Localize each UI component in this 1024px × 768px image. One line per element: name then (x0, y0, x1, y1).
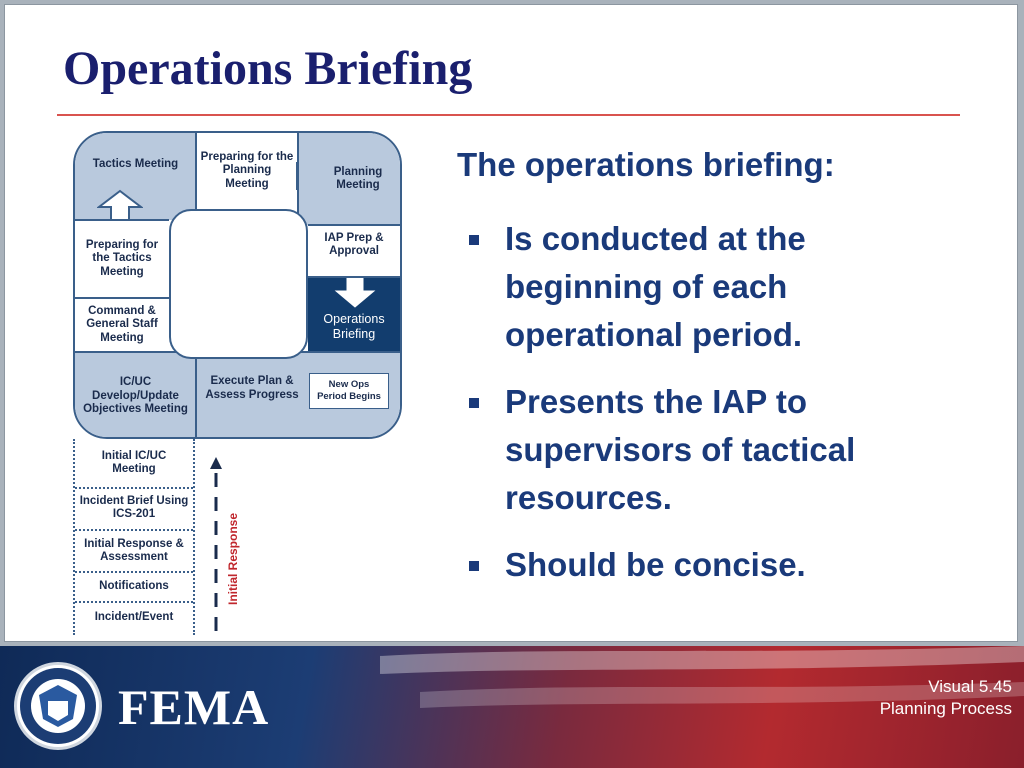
page-title: Operations Briefing (63, 42, 473, 95)
initial-response-vertical-label: Initial Response (226, 512, 240, 605)
divider (308, 224, 400, 226)
fema-logo: FEMA (118, 679, 270, 735)
bullet-square-icon (469, 561, 479, 571)
initial-response-stack (73, 439, 195, 635)
planning-meeting-cell (298, 133, 400, 225)
initial-icuc-cell (75, 441, 193, 485)
down-arrow-icon (334, 277, 376, 309)
notifications-cell (75, 573, 193, 601)
divider (75, 297, 169, 299)
notifications-label: Notifications (99, 580, 169, 593)
slide-reference (880, 676, 1012, 720)
initial-response-box-label: Initial Response & Assessment (84, 537, 184, 563)
planning-meeting-label: Planning Meeting (333, 165, 383, 191)
new-ops-period-label: New Ops Period Begins (317, 379, 381, 402)
initial-response-cell (75, 531, 193, 571)
incident-brief-cell (75, 489, 193, 527)
divider (195, 359, 197, 439)
divider (308, 276, 400, 278)
preparing-tactics-cell (75, 220, 169, 298)
bullet-item (467, 541, 947, 589)
incident-event-label: Incident/Event (94, 611, 174, 624)
footer-banner (0, 646, 1024, 768)
planning-cycle-diagram (73, 131, 402, 439)
preparing-planning-cell (196, 133, 298, 209)
bullet-square-icon (469, 235, 479, 245)
bullet-text: Is conducted at the beginning of each operational period. (505, 220, 806, 353)
up-arrow-icon (97, 189, 143, 223)
preparing-tactics-label: Preparing for the Tactics Meeting (85, 238, 159, 278)
bullet-list (467, 215, 947, 608)
dhs-seal-icon (14, 662, 102, 750)
icuc-objectives-cell (75, 352, 196, 439)
bullet-square-icon (469, 398, 479, 408)
bullet-text: Presents the IAP to supervisors of tactical resources. (505, 383, 856, 516)
initial-response-arrow-icon (208, 457, 224, 633)
slide (4, 4, 1018, 642)
preparing-planning-label: Preparing for the Planning Meeting (200, 150, 294, 190)
iap-prep-cell (308, 225, 400, 277)
command-general-label: Command & General Staff Meeting (86, 304, 158, 344)
intro-text: The operations briefing: (457, 146, 835, 183)
bullet-item (467, 215, 947, 359)
incident-event-cell (75, 603, 193, 633)
operations-briefing-label: Operations Briefing (323, 311, 385, 341)
command-general-cell (75, 298, 169, 352)
divider (75, 219, 169, 221)
incident-brief-label: Incident Brief Using ICS-201 (79, 494, 189, 520)
divider (195, 133, 197, 209)
icuc-objectives-label: IC/UC Develop/Update Objectives Meeting (83, 376, 188, 416)
initial-icuc-label: Initial IC/UC Meeting (101, 449, 167, 475)
tactics-meeting-label: Tactics Meeting (92, 157, 179, 170)
bullet-item (467, 378, 947, 522)
execute-plan-label: Execute Plan & Assess Progress (205, 375, 299, 401)
iap-prep-label: IAP Prep & Approval (324, 231, 384, 257)
visual-number: Visual 5.45 (928, 677, 1012, 696)
execute-plan-cell (196, 352, 308, 439)
title-divider (57, 114, 960, 116)
section-name: Planning Process (879, 699, 1012, 718)
cycle-center (169, 209, 308, 359)
bullet-text: Should be concise. (505, 546, 806, 583)
new-ops-period-box (309, 373, 389, 409)
